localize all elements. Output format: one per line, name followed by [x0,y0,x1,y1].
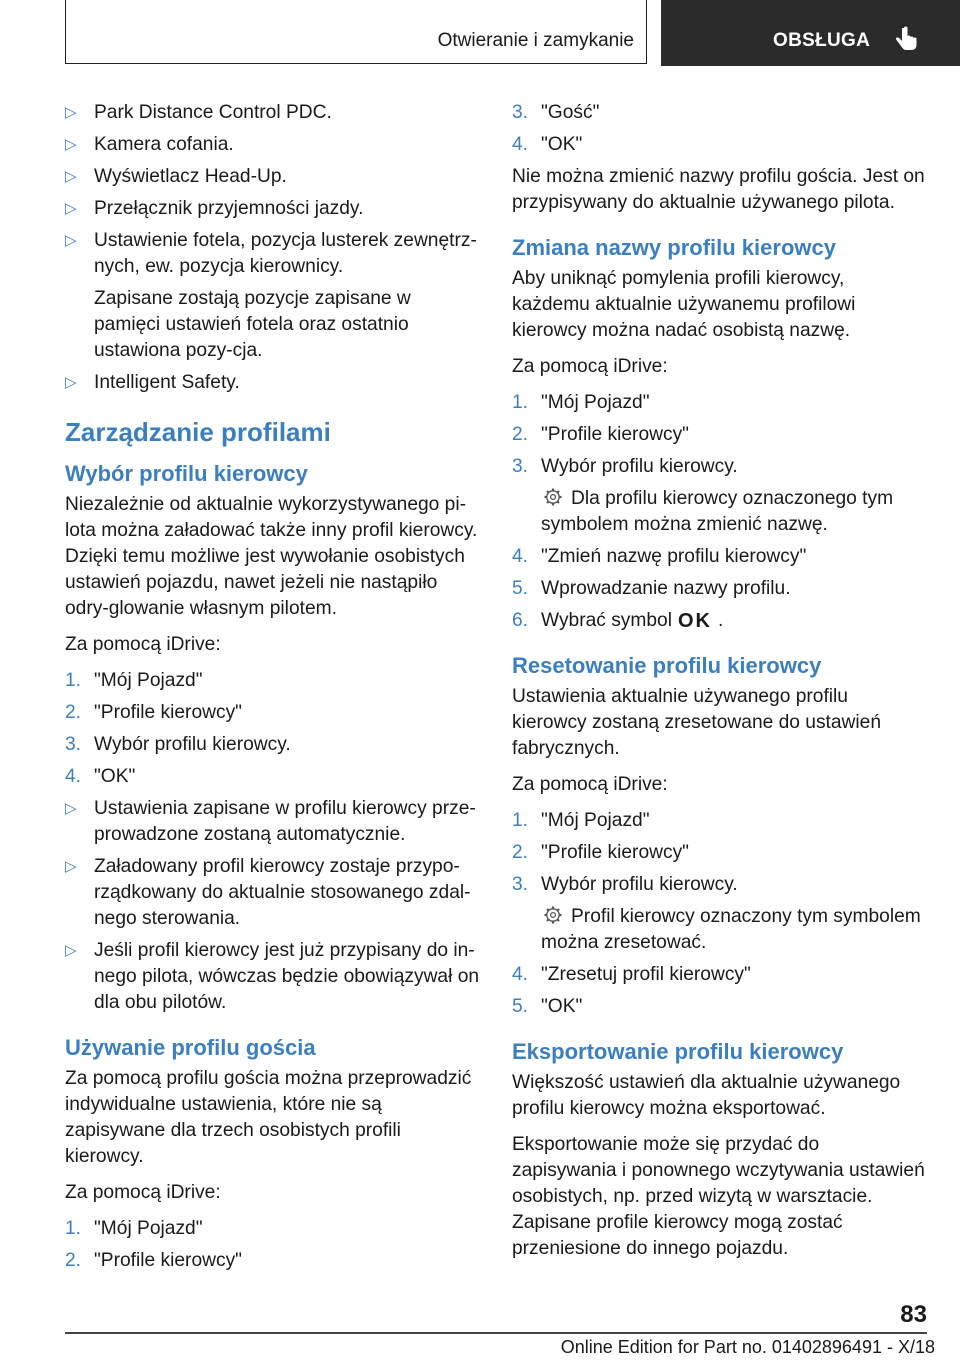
list-item: 2. "Profile kierowcy" [512,422,927,448]
list-item: 2. "Profile kierowcy" [65,700,480,726]
subsection-heading: Resetowanie profilu kierowcy [512,653,822,678]
step-number: 4. [65,766,82,787]
triangle-bullet-icon: ▷ [65,232,77,249]
step-number: 1. [512,810,529,831]
subsection-heading: Eksportowanie profilu kierowcy [512,1039,844,1064]
step-number: 4. [512,546,529,567]
step-number: 3. [512,874,529,895]
list-item: ▷ Ustawienie fotela, pozycja lusterek zewnętrz-nych, ew. pozycja kierownicy. [65,230,477,277]
list-item: 1. "Mój Pojazd" [65,668,480,694]
left-column [65,100,480,1280]
right-column [512,100,927,1272]
subsection-heading: Zmiana nazwy profilu kierowcy [512,235,836,260]
list-item: ▷ Jeśli profil kierowcy jest już przypisany do in-nego pilota, wówczas będzie obowiązywał on dla obu pilotów. [65,940,480,1013]
list-item: 1. "Mój Pojazd" [512,390,927,416]
page-number: 83 [900,1301,927,1328]
paragraph: Za pomocą iDrive: [65,1182,221,1203]
paragraph: Większość ustawień dla aktualnie używanego profilu kierowcy można eksportować. [512,1072,901,1119]
list-item: 2. "Profile kierowcy" [512,840,927,866]
step-number: 4. [512,134,529,155]
list-item: 5. "OK" [512,994,927,1020]
step-number: 5. [512,996,529,1017]
list-item: ▷ Wyświetlacz Head-Up. [65,164,480,190]
list-item: 2. "Profile kierowcy" [65,1248,480,1274]
list-item: 4. "OK" [512,132,927,158]
step-number: 2. [512,842,529,863]
list-item: 6. Wybrać symbol OK . [512,610,724,632]
triangle-bullet-icon: ▷ [65,858,77,875]
step-number: 1. [512,392,529,413]
triangle-bullet-icon: ▷ [65,942,77,959]
list-item: 3. "Gość" [512,100,927,126]
header-chapter-label: OBSŁUGA [773,30,871,51]
gear-icon [543,905,563,925]
step-number: 4. [512,964,529,985]
hand-pointer-icon [893,26,919,54]
triangle-bullet-icon: ▷ [65,800,77,817]
list-item: ▷ Kamera cofania. [65,132,480,158]
paragraph: Ustawienia aktualnie używanego profilu kierowcy zostaną zresetowane do ustawień fabrycznych. [512,686,882,759]
list-item: 4. "OK" [65,764,480,790]
list-item: ▷ Załadowany profil kierowcy zostaje przypo-rządkowany do aktualnie stosowanego zdal-nego sterowania. [65,856,471,929]
step-number: 5. [512,578,529,599]
ok-symbol-icon: OK [677,610,712,632]
step-number: 2. [65,702,82,723]
section-heading: Zarządzanie profilami [65,417,331,447]
list-item: ▷ Park Distance Control PDC. [65,100,480,126]
subsection-heading: Wybór profilu kierowcy [65,461,308,486]
paragraph: Eksportowanie może się przydać do zapisywania i ponownego wczytywania ustawień osobistych, np. przed wizytą w warsztacie. Zapisane profile kierowcy mogą zostać przeniesione do innego pojazdu. [512,1134,925,1259]
step-number: 2. [65,1250,82,1271]
list-item: ▷ Ustawienia zapisane w profilu kierowcy prze-prowadzone zostaną automatycznie. [65,798,476,845]
triangle-bullet-icon: ▷ [65,200,77,217]
list-item: 3. Wybór profilu kierowcy. [512,454,927,480]
list-item: 1. "Mój Pojazd" [512,808,927,834]
paragraph: Za pomocą profilu gościa można przeprowadzić indywidualne ustawienia, które nie są zapisywane dla trzech osobistych profili kierowcy. [65,1068,472,1167]
step-number: 1. [65,670,82,691]
paragraph: Aby uniknąć pomylenia profili kierowcy, każdemu aktualnie używanemu profilowi kierowcy można nadać osobistą nazwę. [512,268,856,341]
header-section-box [65,0,647,64]
triangle-bullet-icon: ▷ [65,136,77,153]
list-item: 1. "Mój Pojazd" [65,1216,480,1242]
list-item: 4. "Zresetuj profil kierowcy" [512,962,927,988]
list-item-note: Dla profilu kierowcy oznaczonego tym symbolem można zmienić nazwę. [541,488,894,535]
footer-edition: Online Edition for Part no. 01402896491 - X/18 [560,1337,935,1357]
paragraph: Za pomocą iDrive: [512,774,668,795]
list-item-note: Profil kierowcy oznaczony tym symbolem można zresetować. [541,906,921,953]
step-number: 3. [512,102,529,123]
triangle-bullet-icon: ▷ [65,374,77,391]
paragraph: Za pomocą iDrive: [65,634,221,655]
list-item: 3. Wybór profilu kierowcy. [512,872,927,898]
footer-divider [65,1332,927,1334]
paragraph: Niezależnie od aktualnie wykorzystywanego pi-lota można załadować także inny profil kierowcy. Dzięki temu możliwe jest wywołanie osobistych ustawień pojazdu, nawet jeżeli nie nastąpiło odry-glowanie własnym pilotem. [65,494,478,619]
list-item: 3. Wybór profilu kierowcy. [65,732,480,758]
list-item: ▷ Przełącznik przyjemności jazdy. [65,196,480,222]
gear-icon [543,487,563,507]
subsection-heading: Używanie profilu gościa [65,1035,316,1060]
header-section-title: Otwieranie i zamykanie [437,30,634,51]
header-chapter-tab [661,0,960,66]
step-number: 2. [512,424,529,445]
paragraph: Za pomocą iDrive: [512,356,668,377]
step-number: 3. [512,456,529,477]
page-header [0,0,960,66]
list-item: 5. Wprowadzanie nazwy profilu. [512,576,927,602]
list-item: 4. "Zmień nazwę profilu kierowcy" [512,544,927,570]
list-item: ▷ Intelligent Safety. [65,370,480,396]
triangle-bullet-icon: ▷ [65,104,77,121]
paragraph: Nie można zmienić nazwy profilu gościa. Jest on przypisywany do aktualnie używanego pilota. [512,166,925,213]
list-item-subtext: Zapisane zostają pozycje zapisane w pamięci ustawień fotela oraz ostatnio ustawiona pozy-cja. [94,288,411,361]
triangle-bullet-icon: ▷ [65,168,77,185]
step-number: 3. [65,734,82,755]
step-number: 6. [512,610,529,631]
step-number: 1. [65,1218,82,1239]
